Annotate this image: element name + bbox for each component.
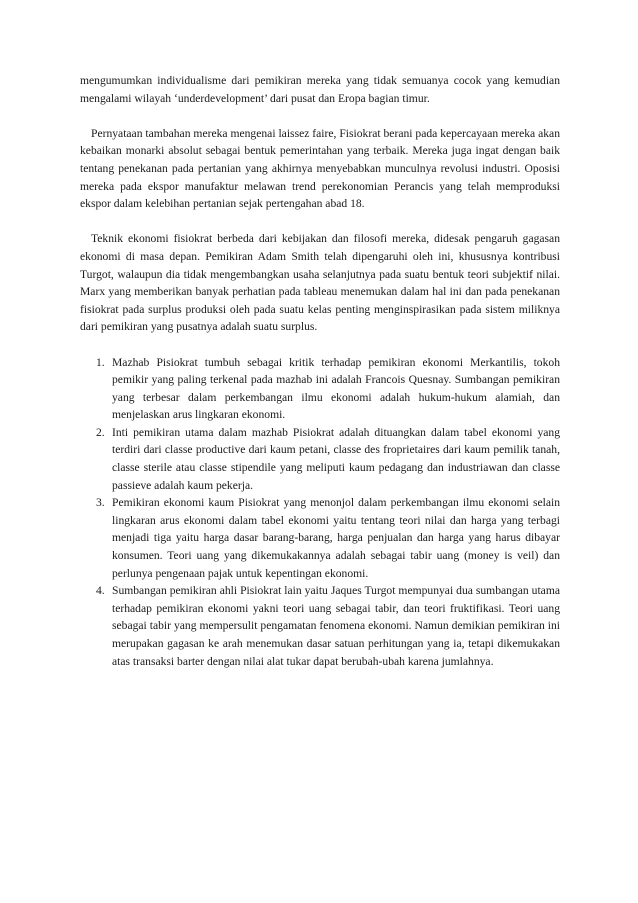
list-item — [80, 424, 560, 494]
document-body — [80, 72, 560, 670]
list-item-text: Pemikiran ekonomi kaum Pisiokrat yang menonjol dalam perkembangan ilmu ekonomi selain lingkaran arus ekonomi dalam tabel ekonomi yaitu tentang teori nilai dan harga yang terbagi menjadi tiga yaitu harga dasar barang-barang, harga penjualan dan harga yang harus dibayar konsumen. Teori uang yang dikemukakannya adalah sebagai tabir uang (money is veil) dan perlunya pengenaan pajak untuk kepentingan ekonomi. — [112, 496, 560, 580]
list-item — [80, 354, 560, 424]
list-item-number: 3. — [96, 496, 105, 510]
list-item-number: 2. — [96, 425, 105, 439]
list-item-text: Inti pemikiran utama dalam mazhab Pisiokrat adalah dituangkan dalam tabel ekonomi yang terdiri dari classe productive dari kaum petani, classe des froprietaires dari kaum pemilik tanah, classe sterile atau classe stipendile yang meliputi kaum pedagang dan industriawan dan classe passieve adalah kaum pekerja. — [112, 425, 560, 492]
paragraph-economic-technique: Teknik ekonomi fisiokrat berbeda dari kebijakan dan filosofi mereka, didesak pengaruh gagasan ekonomi di masa depan. Pemikiran Adam Smith telah dipengaruhi oleh ini, khususnya kontribusi Turgot, walaupun dia tidak mengembangkan usaha selanjutnya pada suatu bentuk teori subjektif nilai. Marx yang memberikan banyak perhatian pada tableau menemukan dalam hal ini dan pada penekanan fisiokrat pada surplus produksi oleh pada suatu kelas penting menginspirasikan pada sistem miliknya dari pemikiran yang pusatnya adalah suatu surplus. — [80, 232, 560, 334]
list-item-text: Mazhab Pisiokrat tumbuh sebagai kritik terhadap pemikiran ekonomi Merkantilis, tokoh pemikir yang paling terkenal pada mazhab ini adalah Francois Quesnay. Sumbangan pemikiran yang terbesar dalam perkembangan ilmu ekonomi adalah hukum-hukum alamiah, dan menjelaskan arus lingkaran ekonomi. — [112, 355, 560, 422]
numbered-list — [80, 354, 560, 671]
list-item-number: 1. — [96, 355, 105, 369]
list-item-number: 4. — [96, 584, 105, 598]
paragraph-laissez-faire: Pernyataan tambahan mereka mengenai laissez faire, Fisiokrat berani pada kepercayaan mereka akan kebaikan monarki absolut sebagai bentuk pemerintahan yang terbaik. Mereka juga ingat dengan baik tentang penekanan pada pertanian yang akhirnya menyebabkan munculnya revolusi industri. Oposisi mereka pada ekspor manufaktur melawan trend perekonomian Perancis yang telah memproduksi ekspor dalam kelebihan pertanian sejak pertengahan abad 18. — [80, 126, 560, 211]
list-item — [80, 494, 560, 582]
list-item-text: Sumbangan pemikiran ahli Pisiokrat lain yaitu Jaques Turgot mempunyai dua sumbangan utama terhadap pemikiran ekonomi yakni teori uang sebagai tabir, dan teori fruktifikasi. Teori uang sebagai tabir yang mempersulit pengamatan fenomena ekonomi. Namun demikian pemikiran ini merupakan gagasan ke arah menemukan dasar satuan perhitungan yang ia, tetapi dikemukakan atas transaksi barter dengan nilai alat tukar dapat berubah-ubah karena jumlahnya. — [112, 584, 560, 668]
paragraph-continuation: mengumumkan individualisme dari pemikiran mereka yang tidak semuanya cocok yang kemudian mengalami wilayah ‘underdevelopment’ dari pusat dan Eropa bagian timur. — [80, 74, 560, 105]
list-item — [80, 582, 560, 670]
